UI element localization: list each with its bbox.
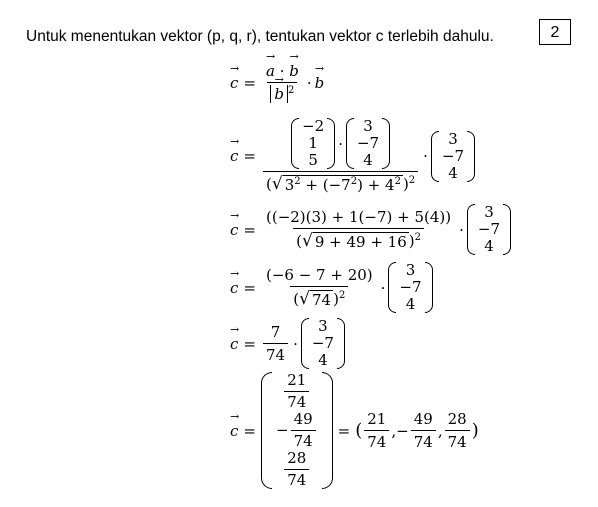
equation-line-1: → c = → a · → b → b $^2$ · → b	[230, 62, 324, 103]
vector-c: → c	[230, 335, 238, 353]
vector-c: → c	[230, 221, 238, 239]
result-column-vector: $\frac{21}{74}$ − $\frac{49}{74}$ $\frac{28}{74}$	[261, 372, 333, 489]
vector-c: → c	[230, 74, 238, 92]
equation-line-4: → c = (−6 − 7 + 20) ( √ 74 )$^2$ · 3 −7 4	[230, 262, 433, 313]
simplified-radicand: 74	[312, 291, 332, 309]
equals-sign: =	[243, 73, 256, 92]
equals-sign: =	[243, 421, 256, 440]
scalar-numerator: 7	[270, 323, 281, 341]
equation-line-6	[230, 372, 479, 489]
column-vector-b: 3 −7 4	[388, 262, 432, 313]
column-vector-b: 3 −7 4	[346, 118, 390, 169]
column-vector-b: 3 −7 4	[467, 204, 511, 255]
column-vector-a: −2 1 5	[291, 118, 335, 169]
vector-c: → c	[230, 147, 238, 165]
scalar-fraction	[263, 323, 288, 364]
question-number-box: 2	[539, 19, 571, 45]
projection-fraction: → a · → b → b $^2$	[263, 62, 302, 103]
vector-c: → c	[230, 279, 238, 297]
simplified-numerator: (−6 − 7 + 20)	[265, 266, 373, 284]
equals-sign: =	[337, 421, 351, 440]
vector-a: → a	[266, 62, 275, 80]
equals-sign: =	[243, 334, 256, 353]
column-vector-b: 3 −7 4	[301, 318, 345, 369]
equals-sign: =	[243, 278, 256, 297]
equation-line-3: → c = ((−2)(3) + 1(−7) + 5(4)) ( √ 9 + 49 + 16 )$^2$ · 3 −7 4	[230, 204, 511, 255]
equals-sign: =	[243, 147, 256, 165]
equals-sign: =	[243, 220, 256, 239]
substituted-fraction: −2 1 5 · 3 −7 4 ( √ $3^2 + (-7^2) + 4^2$ )$^2$	[263, 118, 418, 194]
scalar-denominator: 74	[263, 343, 288, 364]
equation-line-2: → c = −2 1 5 · 3 −7 4 ( √ $3^2 + (-7^2) + 4^2$ )$^2$ · 3 −7 4	[230, 118, 475, 194]
vector-b: → b	[289, 62, 299, 80]
instruction-text: Untuk menentukan vektor (p, q, r), tentukan vektor c terlebih dahulu.	[26, 28, 494, 45]
simplified-fraction: (−6 − 7 + 20) ( √ 74 )$^2$	[263, 266, 376, 309]
vector-b-magnitude: → b	[274, 85, 284, 103]
result-point: ( $\frac{21}{74}$ , − $\frac{49}{74}$ , $\frac{28}{74}$ )	[355, 410, 479, 451]
dot-product-numerator: ((−2)(3) + 1(−7) + 5(4))	[265, 208, 452, 226]
equation-line-5: → c = $\frac{7}{74}$ · 3 −7 4	[230, 318, 345, 369]
vector-c: → c	[230, 422, 238, 440]
vector-b: → b	[315, 74, 325, 92]
column-vector-b: 3 −7 4	[431, 131, 475, 182]
dot-product-fraction: ((−2)(3) + 1(−7) + 5(4)) ( √ 9 + 49 + 16 )$^2$	[263, 208, 454, 251]
magnitude-radicand: 9 + 49 + 16	[314, 233, 407, 251]
